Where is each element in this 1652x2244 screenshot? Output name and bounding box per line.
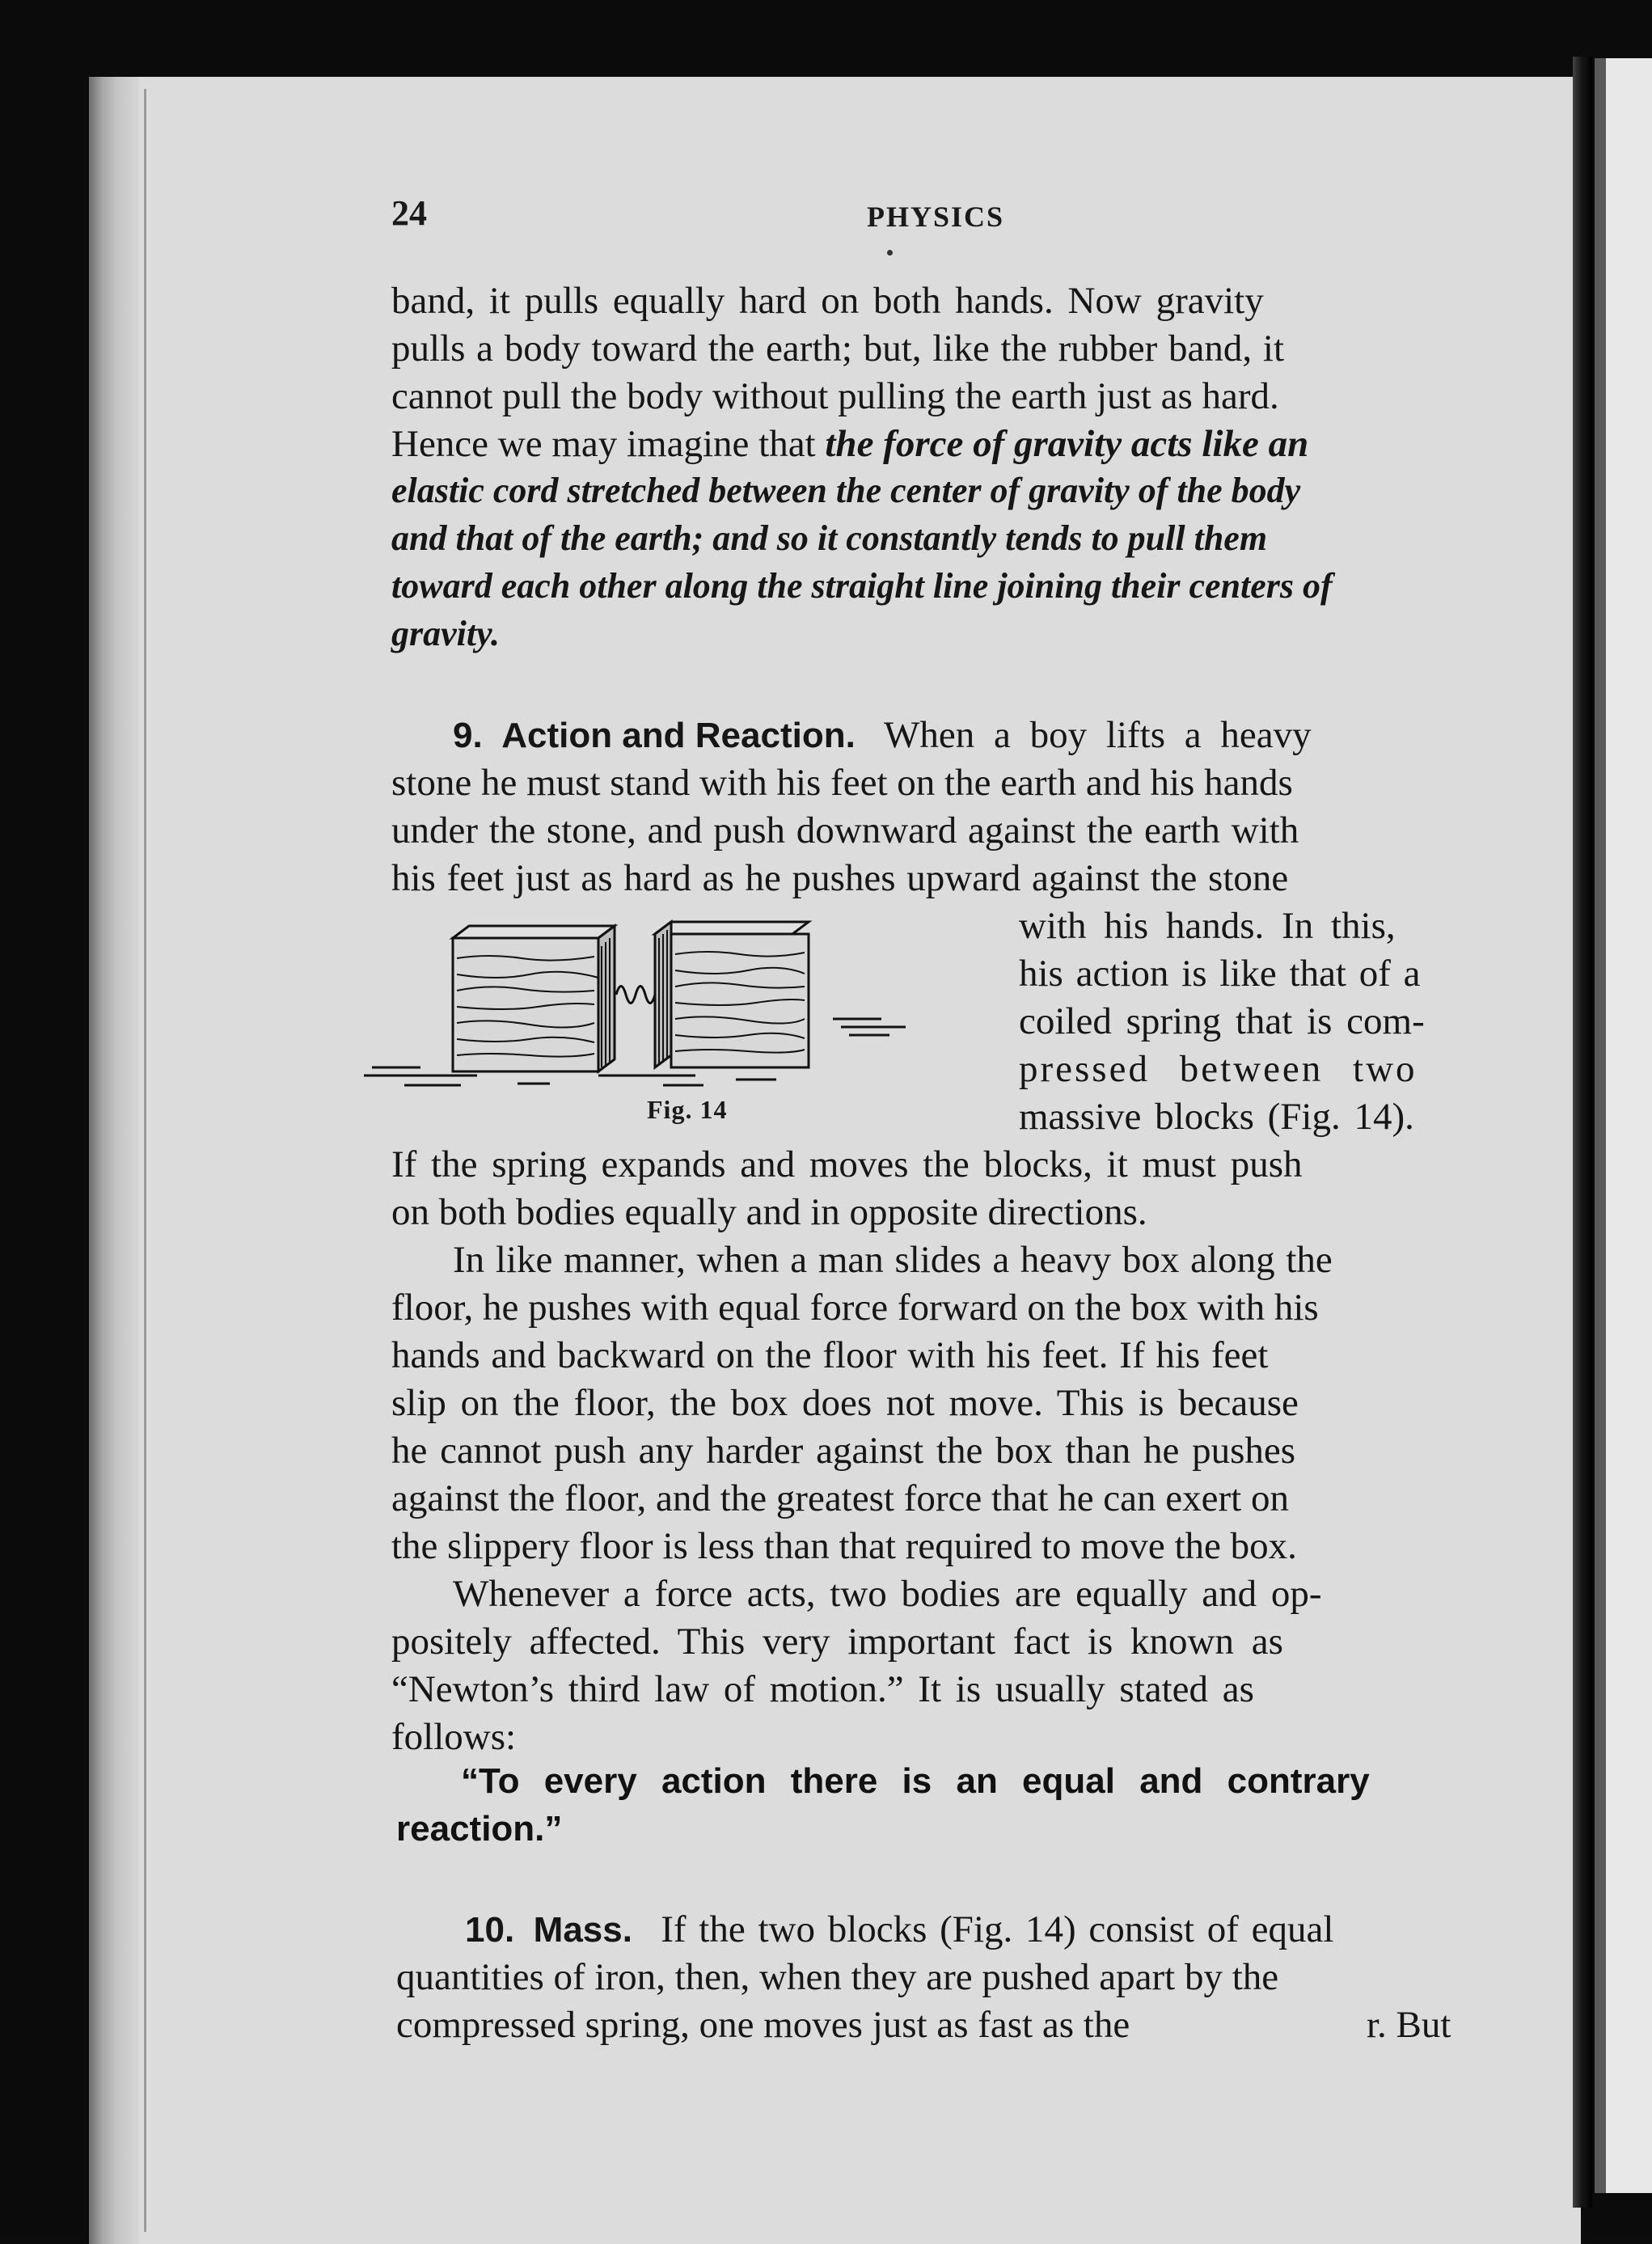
body-text: Hence we may imagine that <box>391 423 826 465</box>
binding-edge-line <box>144 89 146 2232</box>
body-line: follows: <box>391 1716 517 1758</box>
header-ornament-dot <box>887 250 893 256</box>
body-line: stone he must stand with his feet on the earth and his hands <box>391 762 1293 804</box>
body-line: his feet just as hard as he pushes upward against the stone <box>391 857 1289 899</box>
body-line: band, it pulls equally hard on both hands. Now gravity <box>391 280 1264 322</box>
section-number: 9. <box>453 716 483 755</box>
figure-caption: Fig. 14 <box>647 1095 728 1124</box>
body-line: cannot pull the body without pulling the earth just as hard. <box>391 375 1279 417</box>
emphasis-text: the force of gravity acts like an <box>825 423 1309 465</box>
section-number: 10. <box>465 1910 515 1950</box>
body-line: quantities of iron, then, when they are pushed apart by the <box>396 1956 1279 1998</box>
body-line: pulls a body toward the earth; but, like the rubber band, it <box>391 328 1285 370</box>
body-line: Whenever a force acts, two bodies are equally and op- <box>453 1573 1322 1615</box>
adjacent-page-shade <box>1595 58 1606 2193</box>
figure-14-blocks-spring <box>356 914 995 1108</box>
body-text: If the two blocks (Fig. 14) consist of equal <box>661 1908 1334 1950</box>
page-right-edge <box>1573 57 1592 2208</box>
emphasis-line: toward each other along the straight line joining their centers of <box>391 566 1333 606</box>
emphasis-line: and that of the earth; and so it constantly tends to pull them <box>391 518 1268 558</box>
body-line: positely affected. This very important fact is known as <box>391 1621 1283 1663</box>
section-heading-line <box>465 1908 1333 1951</box>
body-line: he cannot push any harder against the box than he pushes <box>391 1430 1296 1472</box>
body-line: hands and backward on the floor with his feet. If his feet <box>391 1334 1269 1376</box>
body-line: In like manner, when a man slides a heavy box along the <box>453 1239 1333 1281</box>
running-title: PHYSICS <box>867 201 1005 233</box>
body-line-end: r. But <box>1367 2004 1451 2046</box>
side-line: his action is like that of a <box>1019 953 1421 995</box>
body-line: If the spring expands and moves the blocks, it must push <box>391 1143 1303 1185</box>
body-line <box>391 422 1308 466</box>
body-line: the slippery floor is less than that required to move the box. <box>391 1525 1297 1567</box>
body-line: on both bodies equally and in opposite directions. <box>391 1191 1147 1233</box>
section-heading-line <box>453 713 1312 757</box>
side-line: massive blocks (Fig. 14). <box>1019 1096 1414 1138</box>
side-line: pressed between two <box>1019 1048 1418 1090</box>
body-line: under the stone, and push downward against the earth with <box>391 809 1299 852</box>
emphasis-line: gravity. <box>391 614 500 653</box>
body-text: When a boy lifts a heavy <box>884 714 1312 756</box>
body-line: against the floor, and the greatest force that he can exert on <box>391 1477 1289 1519</box>
body-line: “Newton’s third law of motion.” It is usually stated as <box>391 1668 1254 1710</box>
body-line: floor, he pushes with equal force forward on the box with his <box>391 1287 1319 1329</box>
section-heading: Action and Reaction. <box>501 716 856 755</box>
law-quote-line: reaction.” <box>396 1809 563 1849</box>
page-number: 24 <box>391 193 427 233</box>
body-line: compressed spring, one moves just as fast as the <box>396 2004 1130 2046</box>
body-line: slip on the floor, the box does not move. This is because <box>391 1382 1299 1424</box>
side-line: coiled spring that is com- <box>1019 1000 1425 1042</box>
law-quote-line: “To every action there is an equal and contrary <box>461 1761 1370 1801</box>
emphasis-line: elastic cord stretched between the center of gravity of the body <box>391 471 1301 510</box>
side-line: with his hands. In this, <box>1019 905 1396 947</box>
section-heading: Mass. <box>533 1910 632 1950</box>
page-binding-shadow <box>89 77 139 2244</box>
